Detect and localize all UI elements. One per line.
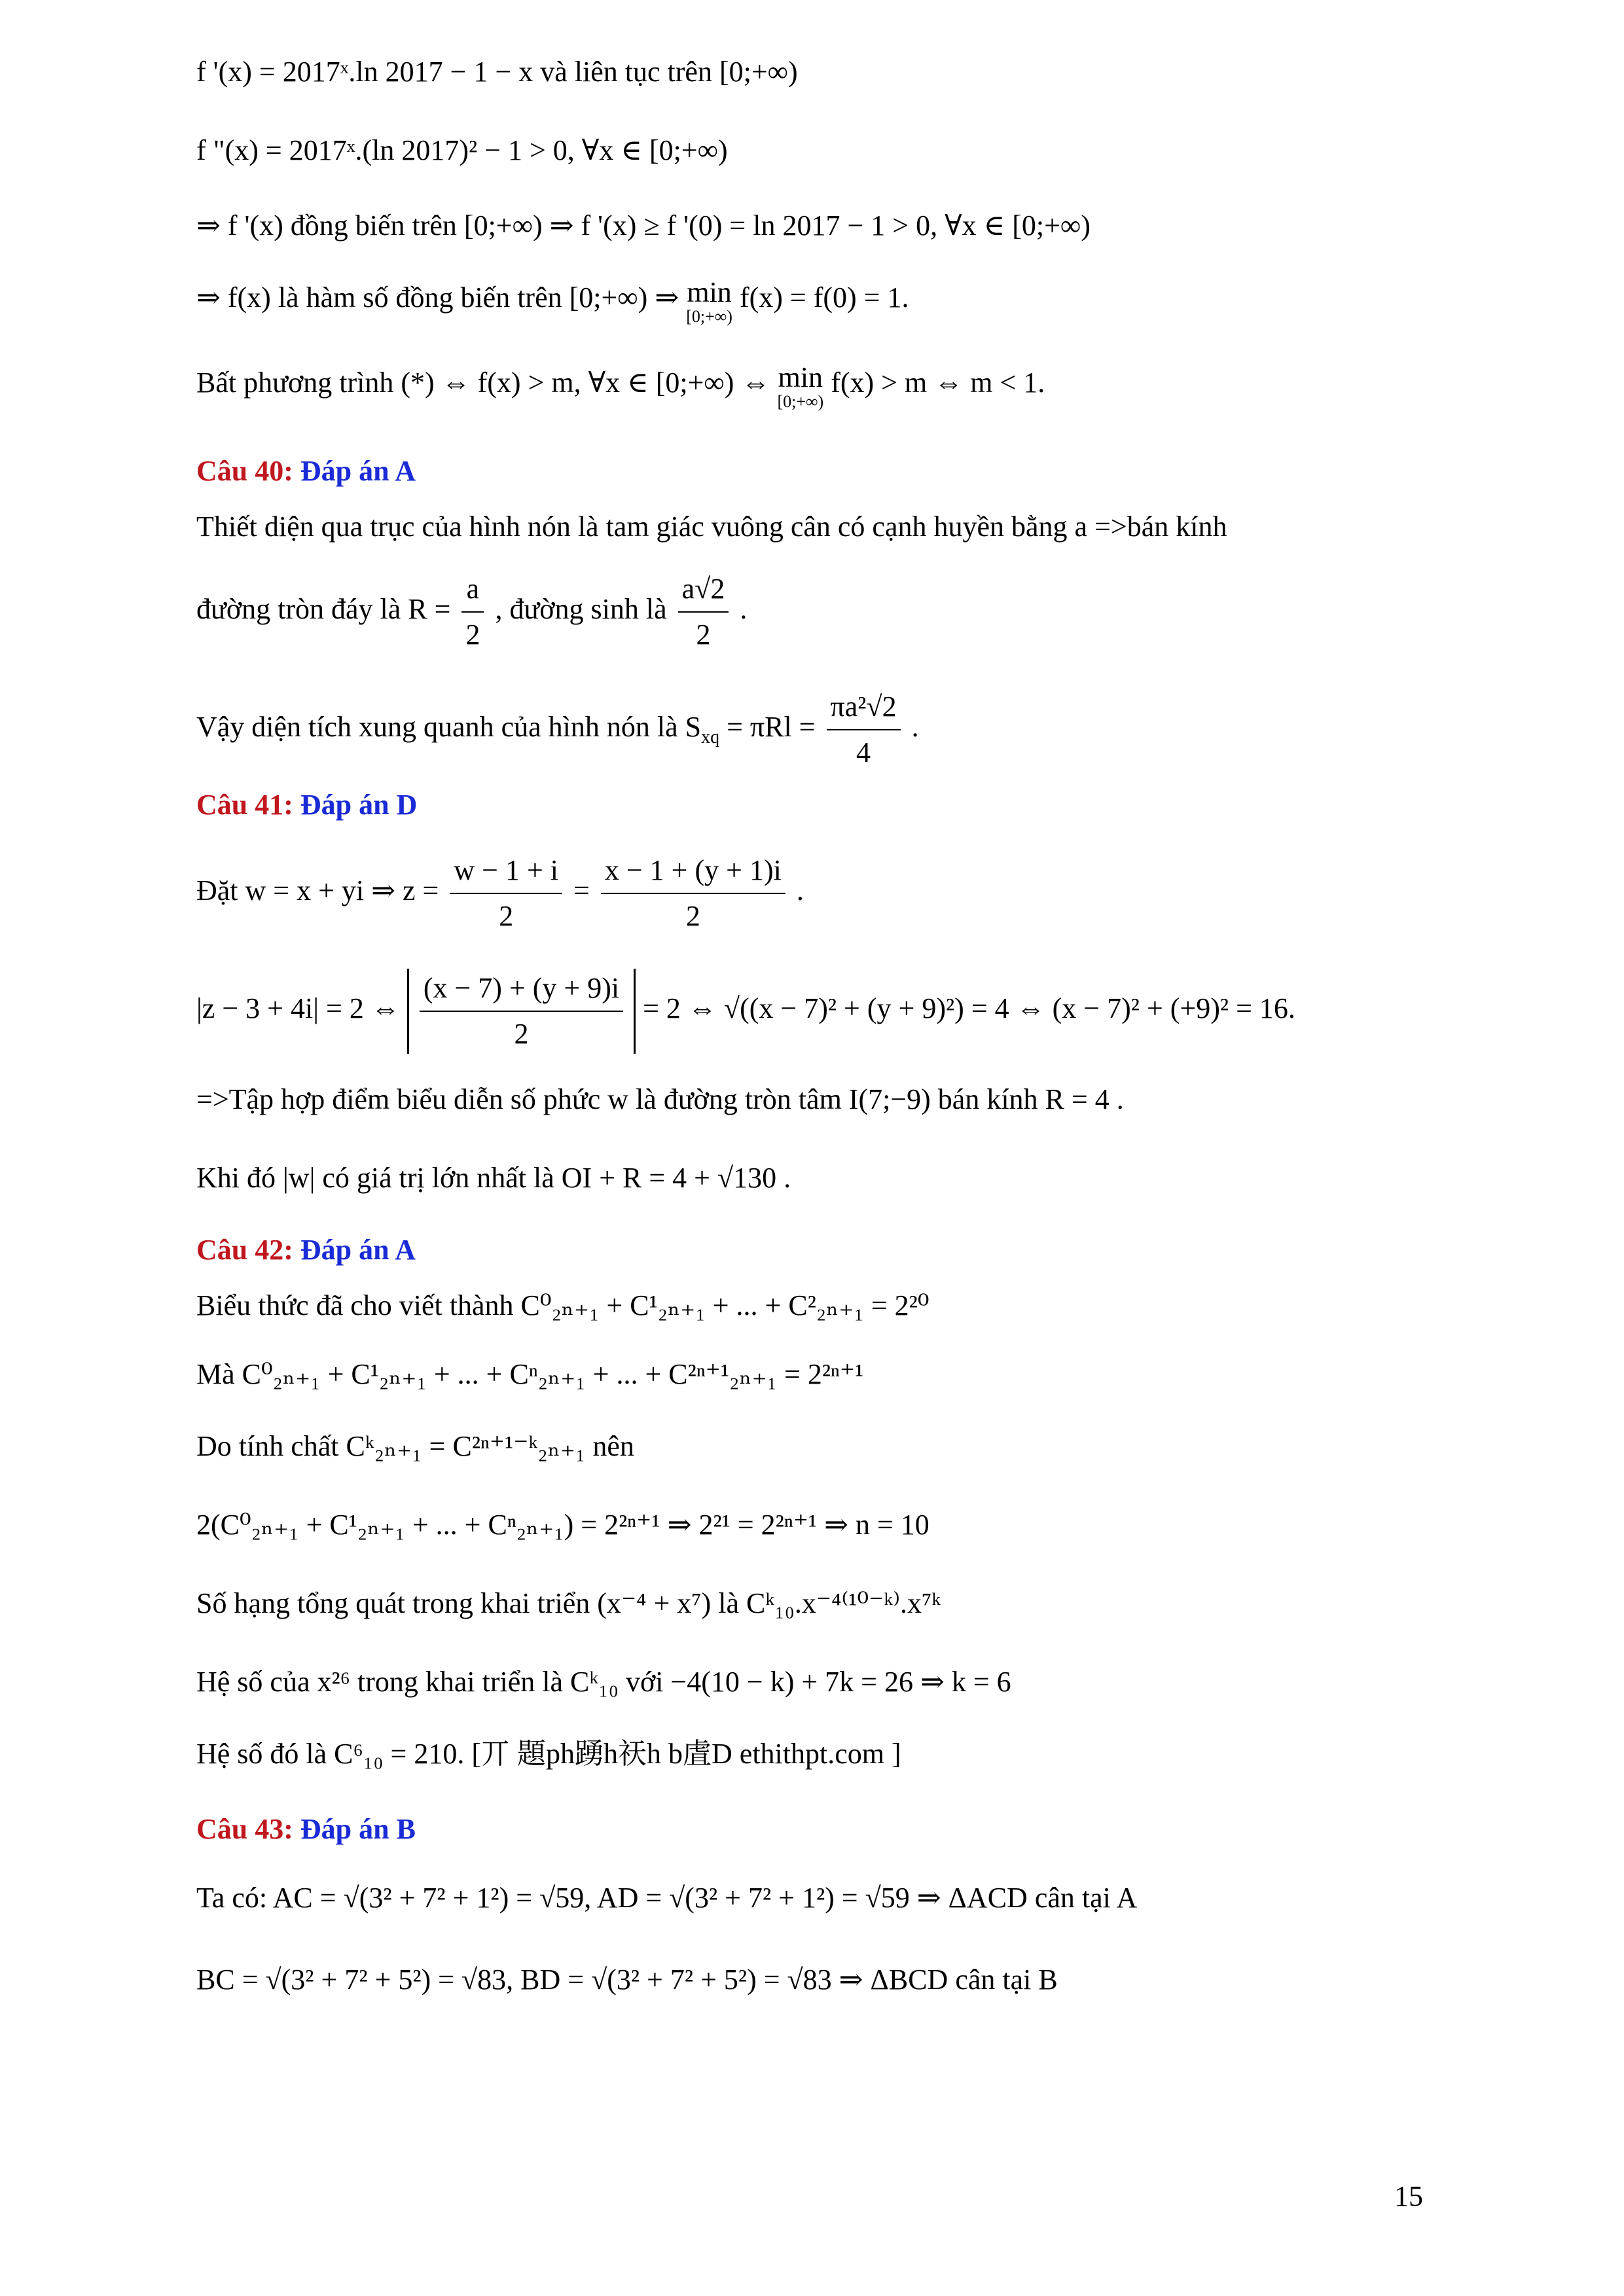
period-3: . bbox=[796, 874, 804, 907]
slant-height-fraction bbox=[678, 569, 729, 655]
question-43-heading bbox=[196, 1810, 416, 1849]
radius-denominator: 2 bbox=[465, 619, 480, 651]
binomial-sum-line: Biểu thức đã cho viết thành C⁰₂ₙ₊₁ + C¹₂ₙ₊₁ + ... + C²₂ₙ₊₁ = 2²⁰ bbox=[196, 1289, 929, 1321]
equals-sign: = bbox=[573, 874, 590, 907]
z-numerator-2: x − 1 + (y + 1)i bbox=[601, 851, 785, 894]
page-number: 15 bbox=[1394, 2180, 1423, 2212]
max-modulus-text: Khi đó |w| có giá trị lớn nhất là OI + R = 4 + √130 . bbox=[196, 1162, 791, 1194]
min-value-text: f(x) = f(0) = 1. bbox=[739, 281, 909, 314]
inequality-text: Bất phương trình (*) ⇔ f(x) > m, ∀x ∈ [0;+∞) ⇔ bbox=[196, 367, 770, 399]
binomial-property-line: Do tính chất Cᵏ₂ₙ₊₁ = C²ⁿ⁺¹⁻ᵏ₂ₙ₊₁ nên bbox=[196, 1430, 634, 1462]
cone-radius-text: đường tròn đáy là R = bbox=[196, 593, 451, 626]
slant-denominator: 2 bbox=[696, 619, 711, 651]
modulus-equation-line bbox=[196, 969, 1295, 1054]
lateral-area-line bbox=[196, 687, 919, 772]
z-fraction-2 bbox=[601, 851, 785, 936]
lateral-area-formula: = πRl = bbox=[719, 711, 816, 744]
question-41-answer: Đáp án D bbox=[300, 789, 418, 821]
z-numerator-1: w − 1 + i bbox=[450, 851, 562, 894]
min-label-2: min bbox=[778, 361, 823, 393]
lateral-area-text: Vậy diện tích xung quanh của hình nón là S bbox=[196, 711, 702, 744]
modulus-inner-fraction bbox=[420, 969, 623, 1054]
slant-numerator: a√2 bbox=[678, 569, 729, 613]
general-term-line: Số hạng tổng quát trong khai triển (x⁻⁴ + x⁷) là Cᵏ₁₀.x⁻⁴⁽¹⁰⁻ᵏ⁾.x⁷ᵏ bbox=[196, 1587, 941, 1619]
min-domain: [0;+∞) bbox=[686, 307, 732, 326]
question-40-label: Câu 40: bbox=[196, 455, 293, 487]
cone-radius-line bbox=[196, 569, 747, 655]
modulus-denominator: 2 bbox=[514, 1018, 529, 1050]
triangle-acd-line: Ta có: AC = √(3² + 7² + 1²) = √59, AD = √(3² + 7² + 1²) = √59 ⇒ ΔACD cân tại A bbox=[196, 1882, 1138, 1914]
z-denominator-2: 2 bbox=[685, 900, 700, 932]
monotonic-function-line bbox=[196, 278, 909, 325]
question-40-answer: Đáp án A bbox=[300, 455, 416, 487]
lateral-area-fraction bbox=[827, 687, 901, 772]
question-41-heading bbox=[196, 785, 417, 825]
radius-fraction bbox=[461, 569, 484, 655]
second-derivative-line: f "(x) = 2017ˣ.(ln 2017)² − 1 > 0, ∀x ∈ [0;+∞) bbox=[196, 134, 728, 166]
min-operator bbox=[686, 278, 732, 325]
radius-numerator: a bbox=[461, 569, 484, 613]
cone-section-text: Thiết diện qua trục của hình nón là tam giác vuông cân có cạnh huyền bằng a =>bán kính bbox=[196, 511, 1227, 543]
coefficient-condition-line: Hệ số của x²⁶ trong khai triển là Cᵏ₁₀ với −4(10 − k) + 7k = 26 ⇒ k = 6 bbox=[196, 1666, 1011, 1698]
question-40-heading bbox=[196, 452, 416, 491]
solve-n-line: 2(C⁰₂ₙ₊₁ + C¹₂ₙ₊₁ + ... + Cⁿ₂ₙ₊₁) = 2²ⁿ⁺¹ ⇒ 2²¹ = 2²ⁿ⁺¹ ⇒ n = 10 bbox=[196, 1509, 929, 1541]
question-41-label: Câu 41: bbox=[196, 789, 293, 821]
lateral-area-subscript: xq bbox=[701, 726, 720, 747]
question-42-heading bbox=[196, 1230, 416, 1270]
question-43-answer: Đáp án B bbox=[300, 1813, 416, 1845]
period: . bbox=[740, 593, 748, 626]
monotonic-derivative-line: ⇒ f '(x) đồng biến trên [0;+∞) ⇒ f '(x) ≥ f '(0) = ln 2017 − 1 > 0, ∀x ∈ [0;+∞) bbox=[196, 209, 1091, 242]
modulus-equation-text: |z − 3 + 4i| = 2 ⇔ bbox=[196, 992, 400, 1025]
slant-height-text: , đường sinh là bbox=[495, 593, 667, 626]
coefficient-result-line: Hệ số đó là C⁶₁₀ = 210. [丌 題ph踴h祆h b虘D ethithpt.com ] bbox=[196, 1738, 901, 1770]
substitution-text: Đặt w = x + yi ⇒ z = bbox=[196, 874, 439, 907]
binomial-total-line: Mà C⁰₂ₙ₊₁ + C¹₂ₙ₊₁ + ... + Cⁿ₂ₙ₊₁ + ... + C²ⁿ⁺¹₂ₙ₊₁ = 2²ⁿ⁺¹ bbox=[196, 1358, 864, 1390]
question-42-answer: Đáp án A bbox=[300, 1234, 416, 1266]
lateral-numerator: πa²√2 bbox=[827, 687, 901, 730]
circle-center-text: =>Tập hợp điểm biểu diễn số phức w là đường tròn tâm I(7;−9) bán kính R = 4 . bbox=[196, 1083, 1124, 1115]
modulus-fraction bbox=[407, 969, 636, 1054]
question-43-label: Câu 43: bbox=[196, 1813, 293, 1845]
inequality-result-text: f(x) > m ⇔ m < 1. bbox=[831, 367, 1045, 399]
triangle-bcd-line: BC = √(3² + 7² + 5²) = √83, BD = √(3² + 7² + 5²) = √83 ⇒ ΔBCD cân tại B bbox=[196, 1964, 1058, 1996]
z-denominator-1: 2 bbox=[499, 900, 514, 932]
question-42-label: Câu 42: bbox=[196, 1234, 293, 1266]
min-label: min bbox=[687, 276, 732, 308]
min-domain-2: [0;+∞) bbox=[777, 392, 824, 411]
circle-equation-text: = 2 ⇔ √((x − 7)² + (y + 9)²) = 4 ⇔ (x − 7)² + (+9)² = 16. bbox=[643, 992, 1295, 1025]
min-operator-2 bbox=[777, 363, 823, 410]
inequality-line bbox=[196, 363, 1045, 410]
monotonic-function-text: ⇒ f(x) là hàm số đồng biến trên [0;+∞) ⇒ bbox=[196, 281, 679, 314]
period-2: . bbox=[911, 711, 919, 744]
modulus-numerator: (x − 7) + (y + 9)i bbox=[420, 969, 623, 1012]
derivative-line: f '(x) = 2017ˣ.ln 2017 − 1 − x và liên tục trên [0;+∞) bbox=[196, 56, 798, 88]
substitution-line bbox=[196, 851, 804, 936]
z-fraction-1 bbox=[450, 851, 562, 936]
lateral-denominator: 4 bbox=[856, 736, 871, 768]
